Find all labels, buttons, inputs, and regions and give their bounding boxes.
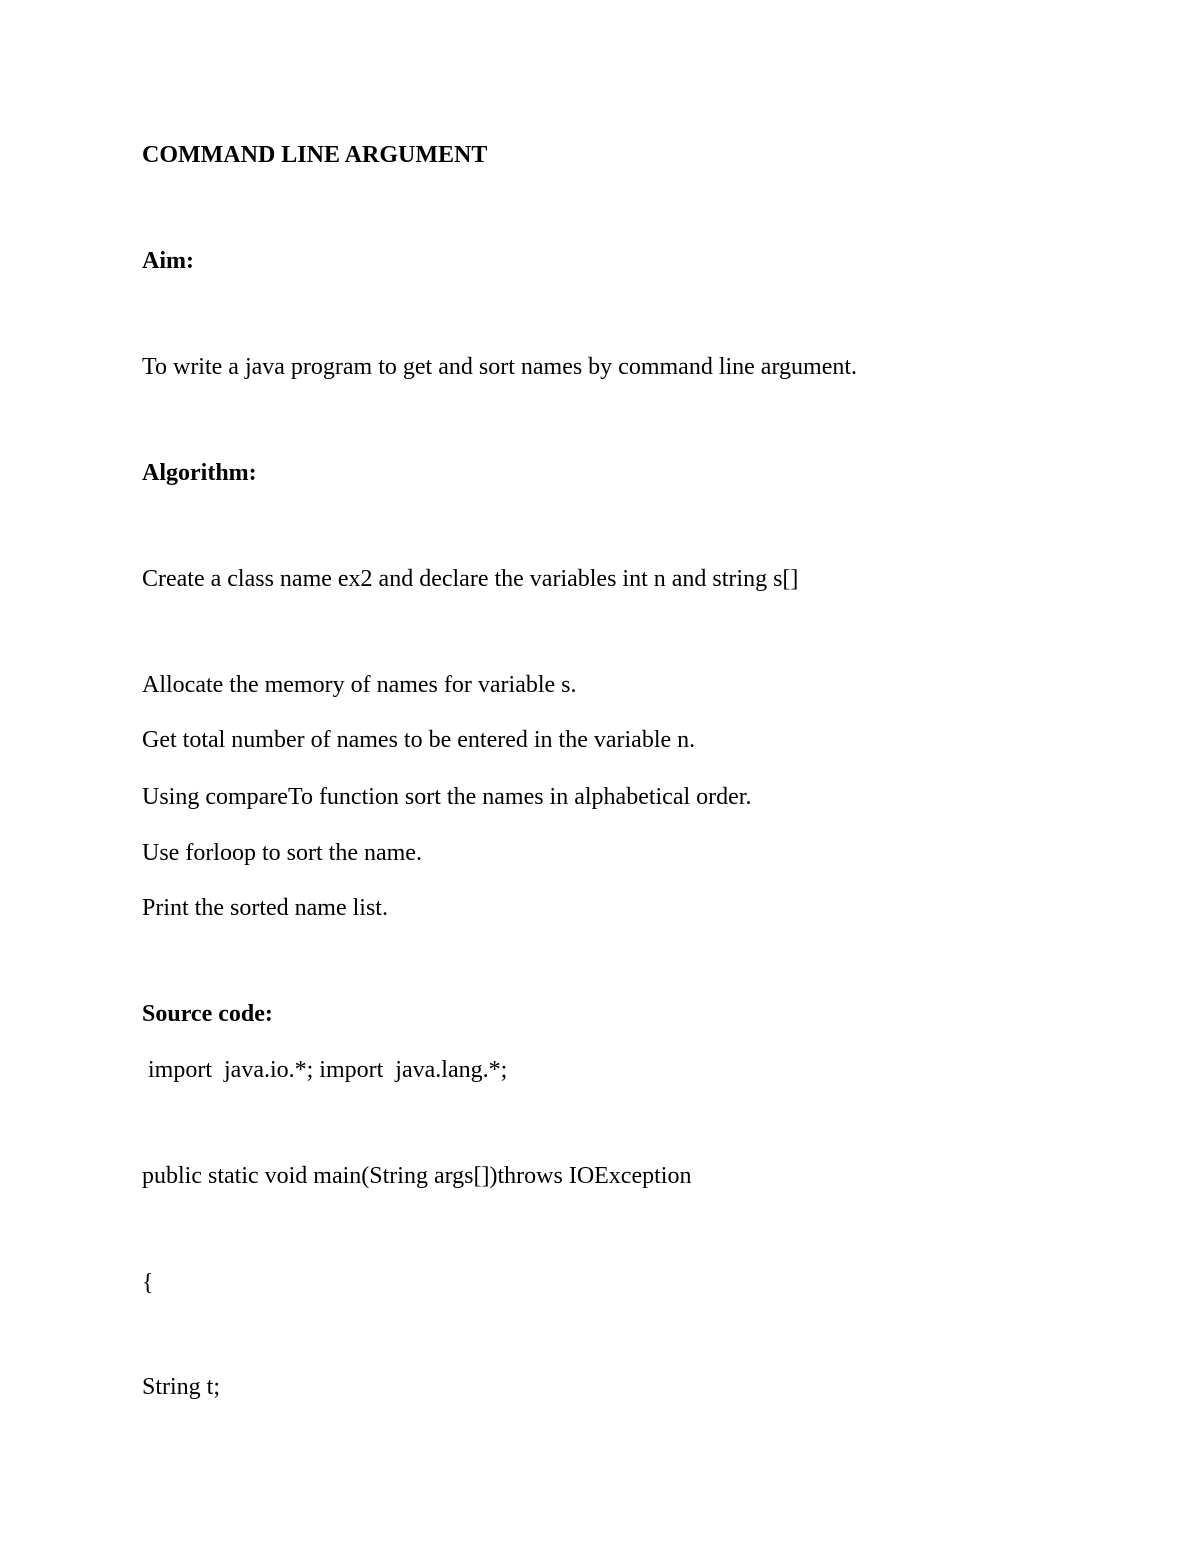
- source-code-line: {: [142, 1270, 154, 1296]
- aim-text: To write a java program to get and sort names by command line argument.: [142, 354, 858, 380]
- source-code-line: String t;: [142, 1374, 221, 1400]
- algorithm-heading: Algorithm:: [142, 460, 257, 486]
- aim-heading: Aim:: [142, 248, 194, 274]
- algorithm-step: Get total number of names to be entered in the variable n.: [142, 727, 696, 753]
- source-code-heading: Source code:: [142, 1001, 273, 1027]
- document-title: COMMAND LINE ARGUMENT: [142, 142, 488, 168]
- algorithm-step: Create a class name ex2 and declare the variables int n and string s[]: [142, 566, 799, 592]
- source-code-line: import java.io.*; import java.lang.*;: [142, 1057, 508, 1083]
- algorithm-step: Print the sorted name list.: [142, 895, 388, 921]
- algorithm-step: Allocate the memory of names for variable s.: [142, 672, 577, 698]
- algorithm-step: Use forloop to sort the name.: [142, 840, 422, 866]
- source-code-line: public static void main(String args[])throws IOException: [142, 1163, 692, 1189]
- algorithm-step: Using compareTo function sort the names in alphabetical order.: [142, 784, 752, 810]
